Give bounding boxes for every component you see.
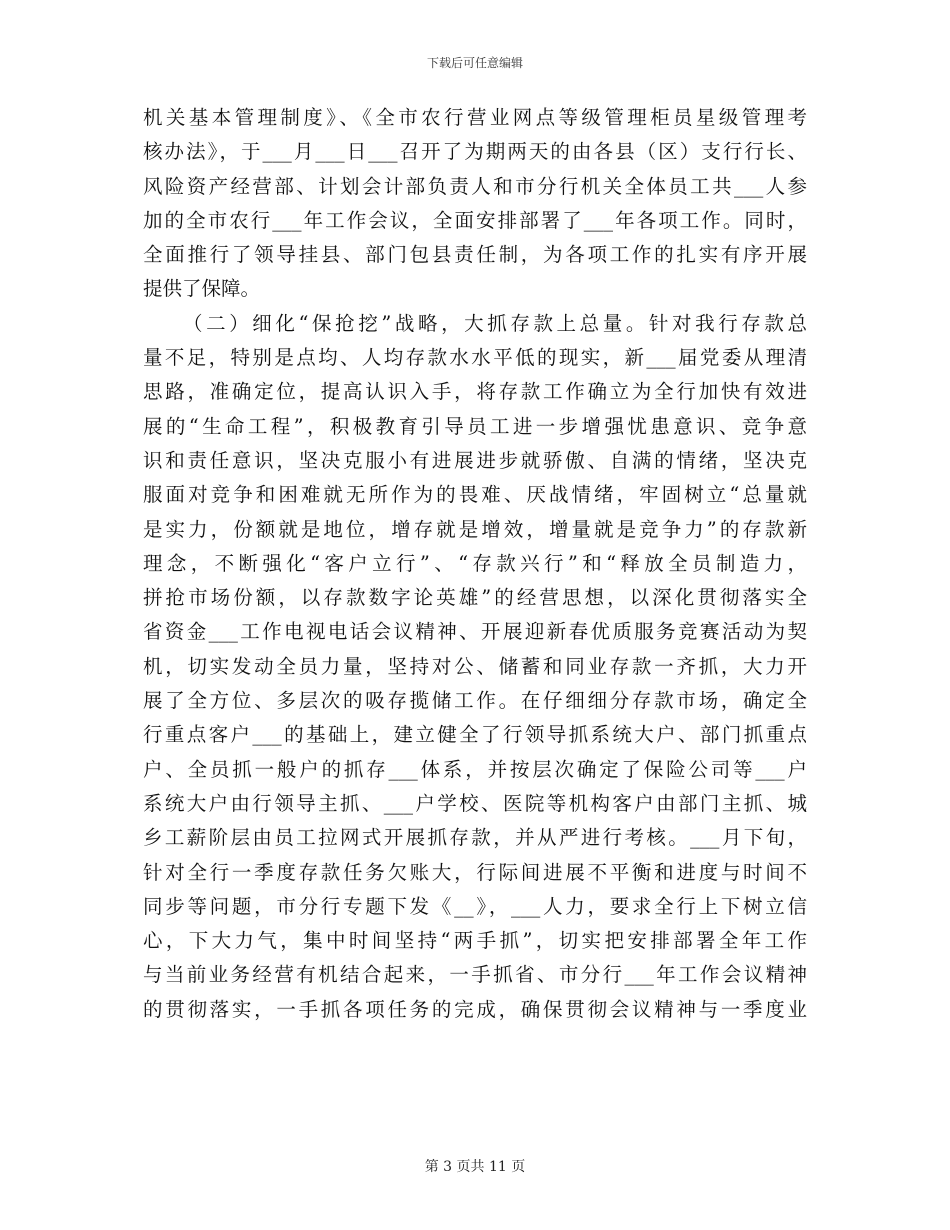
body-line: 识和责任意识，坚决克服小有进展进步就骄傲、自满的情绪，坚决克	[143, 448, 807, 472]
body-line: 服面对竞争和困难就无所作为的畏难、厌战情绪，牢固树立“总量就	[143, 483, 807, 507]
page-number-footer: 第 3 页共 11 页	[424, 1159, 526, 1175]
body-line: 机关基本管理制度》、《全市农行营业网点等级管理柜员星级管理考	[143, 106, 807, 129]
body-line: 乡工薪阶层由员工拉网式开展抓存款，并从严进行考核。___月下旬，	[143, 826, 807, 850]
body-line: 量不足，特别是点均、人均存款水水平低的现实，新___届党委从理清	[143, 346, 807, 370]
page-header: 下载后可任意编辑	[426, 56, 523, 70]
body-line: 展了全方位、多层次的吸存揽储工作。在仔细细分存款市场，确定全	[143, 689, 807, 713]
document-body	[143, 101, 807, 1027]
body-line: 全面推行了领导挂县、部门包县责任制，为各项工作的扎实有序开展	[143, 243, 807, 267]
body-line: 省资金___工作电视电话会议精神、开展迎新春优质服务竞赛活动为契	[143, 620, 807, 644]
body-line: 的贯彻落实，一手抓各项任务的完成，确保贯彻会议精神与一季度业	[143, 997, 807, 1021]
body-line: 行重点客户___的基础上，建立健全了行领导抓系统大户、部门抓重点	[143, 723, 807, 747]
body-line: 核办法》，于___月___日___召开了为期两天的由各县（区）支行行长、	[143, 140, 807, 164]
body-line: 机，切实发动全员力量，坚持对公、储蓄和同业存款一齐抓，大力开	[143, 654, 807, 678]
body-line: 系统大户由行领导主抓、___户学校、医院等机构客户由部门主抓、城	[143, 791, 807, 815]
body-line: 理念，不断强化“客户立行”、“存款兴行”和“释放全员制造力，	[143, 551, 807, 575]
section-heading-line: （二）细化“保抢挖”战略，大抓存款上总量。针对我行存款总	[183, 311, 807, 335]
body-line: 提供了保障。	[143, 277, 261, 301]
body-line: 与当前业务经营有机结合起来，一手抓省、市分行___年工作会议精神	[143, 963, 807, 987]
body-line: 是实力，份额就是地位，增存就是增效，增量就是竞争力”的存款新	[143, 517, 807, 541]
body-line: 思路，准确定位，提高认识入手，将存款工作确立为全行加快有效进	[143, 380, 807, 404]
body-line: 加的全市农行___年工作会议，全面安排部署了___年各项工作。同时，	[143, 208, 807, 232]
body-line: 展的“生命工程”，积极教育引导员工进一步增强忧患意识、竞争意	[143, 414, 807, 438]
body-line: 心，下大力气，集中时间坚持“两手抓”，切实把安排部署全年工作	[143, 929, 807, 953]
body-line: 针对全行一季度存款任务欠账大，行际间进展不平衡和进度与时间不	[143, 860, 807, 884]
body-line: 风险资产经营部、计划会计部负责人和市分行机关全体员工共___人参	[143, 174, 807, 198]
body-line: 户、全员抓一般户的抓存___体系，并按层次确定了保险公司等___户	[143, 757, 807, 781]
body-line: 同步等问题，市分行专题下发《__》，___人力，要求全行上下树立信	[143, 894, 807, 918]
body-line: 拼抢市场份额，以存款数字论英雄”的经营思想，以深化贯彻落实全	[143, 586, 807, 610]
